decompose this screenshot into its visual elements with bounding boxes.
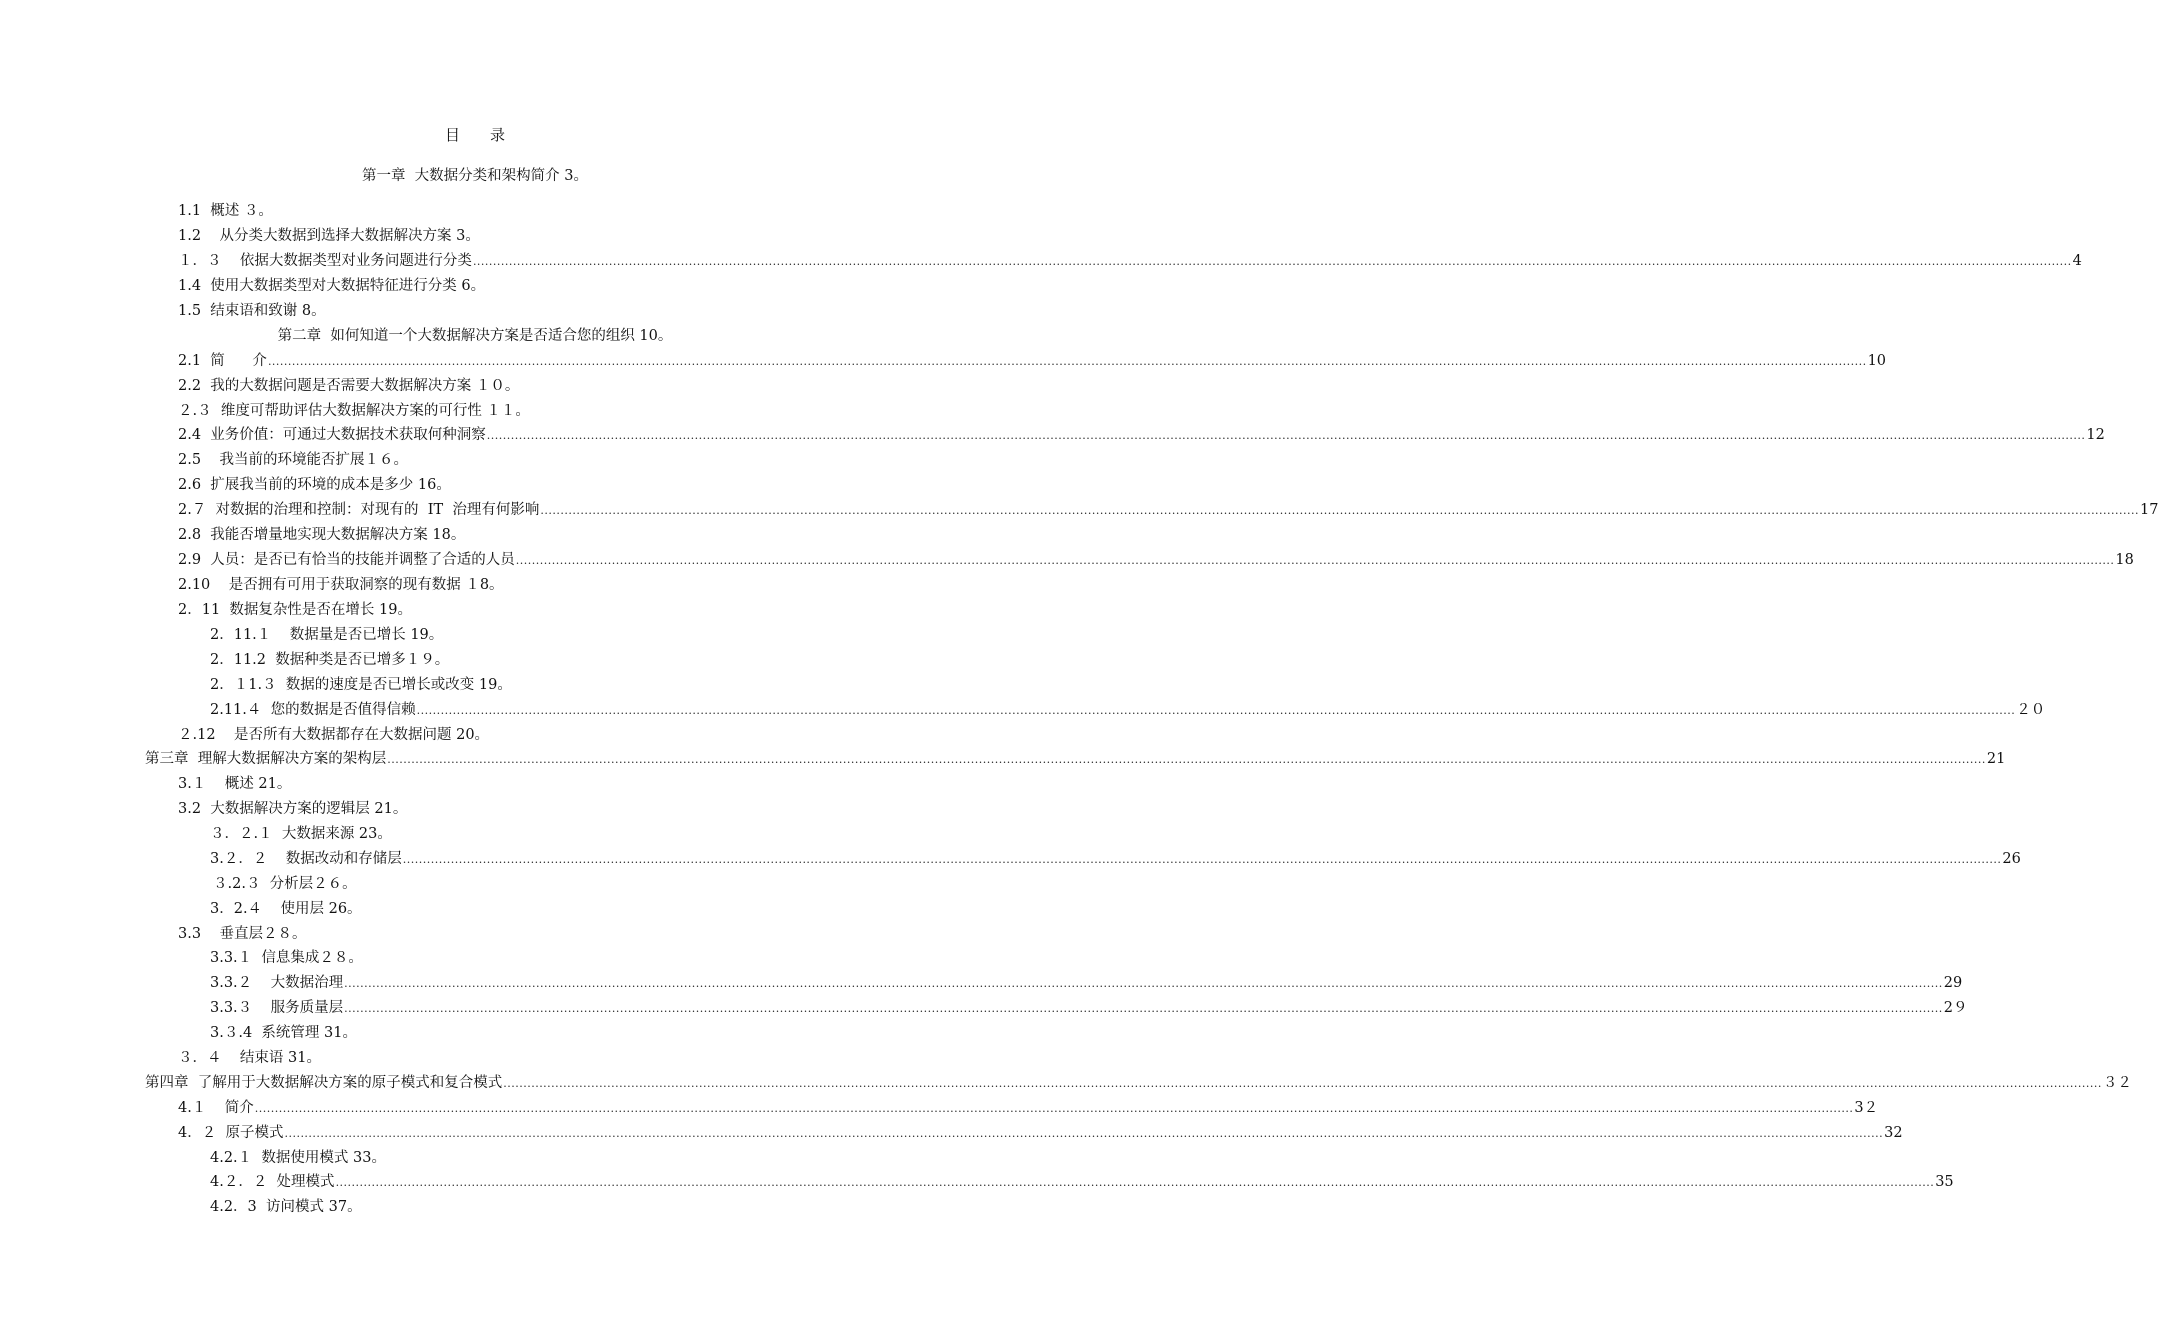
toc-entry-label: 3.3 垂直层２８。 bbox=[178, 926, 307, 942]
toc-entry-2-11-4[interactable] bbox=[210, 698, 2046, 722]
toc-entry-label: 3.2 大数据解决方案的逻辑层 21。 bbox=[178, 801, 408, 817]
toc-leader-dots: ................................................................................................................................................................................................................................................................................................................................................................................................................ bbox=[254, 1102, 1854, 1115]
toc-entry-2-11[interactable] bbox=[178, 598, 805, 622]
toc-entry-3-1[interactable] bbox=[178, 772, 805, 796]
toc-entry-4-2-3[interactable] bbox=[210, 1195, 805, 1219]
toc-entry-1-1[interactable] bbox=[178, 199, 805, 223]
toc-entry-label: 2.1 简 介 bbox=[178, 353, 267, 369]
toc-entry-4-2[interactable] bbox=[178, 1121, 1903, 1145]
toc-entry-1-4[interactable] bbox=[178, 274, 805, 298]
toc-entry-ch1[interactable] bbox=[0, 164, 950, 188]
toc-leader-dots: ................................................................................................................................................................................................................................................................................................................................................................................................................ bbox=[515, 554, 2115, 567]
toc-entry-label: 2.4 业务价值：可通过大数据技术获取何种洞察 bbox=[178, 427, 486, 443]
toc-entry-3-3-1[interactable] bbox=[210, 946, 805, 970]
toc-entry-label: 第一章 大数据分类和架构简介 3。 bbox=[361, 168, 589, 184]
toc-entry-label: 2．11.2 数据种类是否已增多１９。 bbox=[210, 652, 450, 668]
toc-entry-label: ２.３ 维度可帮助评估大数据解决方案的可行性 １１。 bbox=[178, 403, 530, 419]
toc-leader-dots: ................................................................................................................................................................................................................................................................................................................................................................................................................ bbox=[387, 753, 1986, 766]
toc-entry-label: 2.6 扩展我当前的环境的成本是多少 16。 bbox=[178, 477, 451, 493]
toc-leader-dots: ................................................................................................................................................................................................................................................................................................................................................................................................................ bbox=[540, 504, 2140, 517]
toc-entry-label: 2．11.１ 数据量是否已增长 19。 bbox=[210, 627, 444, 643]
toc-entry-page-number: 26 bbox=[2002, 851, 2021, 867]
toc-entry-2-4[interactable] bbox=[178, 423, 2105, 447]
toc-leader-dots: ................................................................................................................................................................................................................................................................................................................................................................................................................ bbox=[284, 1127, 1884, 1140]
toc-leader-dots: ................................................................................................................................................................................................................................................................................................................................................................................................................ bbox=[335, 1176, 1935, 1189]
toc-entry-page-number: ２０ bbox=[2016, 702, 2046, 718]
toc-entry-page-number: 4 bbox=[2072, 253, 2082, 269]
toc-entry-3-3-2[interactable] bbox=[210, 971, 1963, 995]
toc-leader-dots: ................................................................................................................................................................................................................................................................................................................................................................................................................ bbox=[472, 255, 2072, 268]
toc-entry-label: 1.2 从分类大数据到选择大数据解决方案 3。 bbox=[178, 228, 480, 244]
toc-entry-3-2-1[interactable] bbox=[210, 822, 805, 846]
toc-entry-4-1[interactable] bbox=[178, 1096, 1879, 1120]
toc-entry-2-5[interactable] bbox=[178, 448, 805, 472]
toc-entry-page-number: 12 bbox=[2086, 427, 2105, 443]
toc-leader-dots: ................................................................................................................................................................................................................................................................................................................................................................................................................ bbox=[503, 1077, 2102, 1090]
toc-entry-label: 2.７ 对数据的治理和控制：对现有的 IT 治理有何影响 bbox=[178, 502, 540, 518]
toc-entry-page-number: 2９ bbox=[1943, 1000, 1968, 1016]
toc-entry-label: 3.3.１ 信息集成２８。 bbox=[210, 950, 363, 966]
toc-entry-2-3[interactable] bbox=[178, 399, 805, 423]
toc-entry-page-number: 32 bbox=[1884, 1125, 1903, 1141]
toc-entry-label: ３.2.３ 分析层２６。 bbox=[213, 876, 357, 892]
toc-entry-label: 1.1 概述 ３。 bbox=[178, 203, 273, 219]
toc-entry-2-11-1[interactable] bbox=[210, 623, 805, 647]
toc-entry-label: 第二章 如何知道一个大数据解决方案是否适合您的组织 10。 bbox=[277, 328, 673, 344]
toc-entry-label: 3.3.３ 服务质量层 bbox=[210, 1000, 344, 1016]
toc-entry-label: 2.10 是否拥有可用于获取洞察的现有数据 １8。 bbox=[178, 577, 504, 593]
toc-entry-label: 4.２．２ 处理模式 bbox=[210, 1174, 335, 1190]
toc-entry-label: 3.１ 概述 21。 bbox=[178, 776, 292, 792]
toc-entry-3-3[interactable] bbox=[178, 922, 805, 946]
toc-entry-4-2-2[interactable] bbox=[210, 1170, 1954, 1194]
toc-entry-label: 2．11 数据复杂性是否在增长 19。 bbox=[178, 602, 412, 618]
toc-entry-label: 第四章 了解用于大数据解决方案的原子模式和复合模式 bbox=[145, 1075, 503, 1091]
toc-entry-2-7[interactable] bbox=[178, 498, 2158, 522]
toc-entry-ch3[interactable] bbox=[145, 747, 2006, 771]
toc-entry-3-4[interactable] bbox=[178, 1046, 805, 1070]
toc-entry-page-number: 29 bbox=[1943, 975, 1963, 991]
toc-entry-1-2[interactable] bbox=[178, 224, 805, 248]
toc-entry-2-11-3[interactable] bbox=[210, 673, 805, 697]
toc-entry-label: 4．２ 原子模式 bbox=[178, 1125, 284, 1141]
toc-entry-label: 3.３.4 系统管理 31。 bbox=[210, 1025, 357, 1041]
toc-entry-page-number: 21 bbox=[1986, 751, 2006, 767]
toc-leader-dots: ................................................................................................................................................................................................................................................................................................................................................................................................................ bbox=[402, 853, 2002, 866]
toc-entry-label: 3.3.２ 大数据治理 bbox=[210, 975, 344, 991]
toc-entry-2-9[interactable] bbox=[178, 548, 2134, 572]
toc-entry-label: 2.9 人员：是否已有恰当的技能并调整了合适的人员 bbox=[178, 552, 515, 568]
toc-entry-page-number: 10 bbox=[1867, 353, 1887, 369]
toc-entry-label: 1.5 结束语和致谢 8。 bbox=[178, 303, 326, 319]
toc-leader-dots: ................................................................................................................................................................................................................................................................................................................................................................................................................ bbox=[416, 704, 2016, 717]
toc-entry-page-number: 18 bbox=[2115, 552, 2134, 568]
toc-entry-1-3[interactable] bbox=[178, 249, 2082, 273]
toc-entry-2-12[interactable] bbox=[178, 723, 805, 747]
toc-entry-page-number: 17 bbox=[2140, 502, 2158, 518]
toc-entry-label: 第三章 理解大数据解决方案的架构层 bbox=[145, 751, 387, 767]
toc-entry-4-2-1[interactable] bbox=[210, 1146, 805, 1170]
toc-entry-label: 2．１1.３ 数据的速度是否已增长或改变 19。 bbox=[210, 677, 512, 693]
toc-entry-2-10[interactable] bbox=[178, 573, 805, 597]
toc-entry-2-8[interactable] bbox=[178, 523, 805, 547]
toc-entry-3-2[interactable] bbox=[178, 797, 805, 821]
toc-entry-label: １．３ 依据大数据类型对业务问题进行分类 bbox=[178, 253, 472, 269]
toc-entry-ch4[interactable] bbox=[145, 1071, 2132, 1095]
toc-entry-label: ３．４ 结束语 31。 bbox=[178, 1050, 321, 1066]
toc-leader-dots: ................................................................................................................................................................................................................................................................................................................................................................................................................ bbox=[344, 1002, 1943, 1015]
toc-entry-label: 3.２．２ 数据改动和存储层 bbox=[210, 851, 402, 867]
toc-entry-3-3-4[interactable] bbox=[210, 1021, 805, 1045]
toc-entry-label: 2.2 我的大数据问题是否需要大数据解决方案 １０。 bbox=[178, 378, 520, 394]
toc-entry-1-5[interactable] bbox=[178, 299, 805, 323]
toc-entry-2-6[interactable] bbox=[178, 473, 805, 497]
toc-leader-dots: ................................................................................................................................................................................................................................................................................................................................................................................................................ bbox=[344, 977, 1943, 990]
toc-entry-2-2[interactable] bbox=[178, 374, 805, 398]
toc-entry-page-number: ３２ bbox=[2102, 1075, 2132, 1091]
toc-entry-label: ２.12 是否所有大数据都存在大数据问题 20。 bbox=[178, 727, 490, 743]
toc-entry-3-2-3[interactable] bbox=[213, 872, 805, 896]
toc-leader-dots: ................................................................................................................................................................................................................................................................................................................................................................................................................ bbox=[486, 429, 2086, 442]
toc-entry-label: 1.4 使用大数据类型对大数据特征进行分类 6。 bbox=[178, 278, 486, 294]
toc-entry-label: 2.5 我当前的环境能否扩展１６。 bbox=[178, 452, 408, 468]
toc-entry-label: 4.2.１ 数据使用模式 33。 bbox=[210, 1150, 386, 1166]
toc-title: 目 录 bbox=[444, 126, 505, 144]
toc-entry-2-1[interactable] bbox=[178, 349, 1887, 373]
toc-entry-ch2[interactable] bbox=[0, 324, 950, 348]
toc-entry-3-2-2[interactable] bbox=[210, 847, 2021, 871]
toc-entry-3-2-4[interactable] bbox=[210, 897, 805, 921]
toc-entry-label: 4.１ 简介 bbox=[178, 1100, 254, 1116]
toc-entry-label: ３．２.１ 大数据来源 23。 bbox=[210, 826, 392, 842]
toc-entry-label: 2.11.４ 您的数据是否值得信赖 bbox=[210, 702, 416, 718]
toc-entry-page-number: 3２ bbox=[1854, 1100, 1879, 1116]
toc-entry-label: 4.2．3 访问模式 37。 bbox=[210, 1199, 362, 1215]
toc-entry-3-3-3[interactable] bbox=[210, 996, 1968, 1020]
toc-entry-page-number: 35 bbox=[1935, 1174, 1954, 1190]
toc-entry-label: 2.8 我能否增量地实现大数据解决方案 18。 bbox=[178, 527, 466, 543]
toc-entry-label: 3．2.４ 使用层 26。 bbox=[210, 901, 362, 917]
toc-leader-dots: ................................................................................................................................................................................................................................................................................................................................................................................................................ bbox=[267, 355, 1867, 368]
toc-entry-2-11-2[interactable] bbox=[210, 648, 805, 672]
